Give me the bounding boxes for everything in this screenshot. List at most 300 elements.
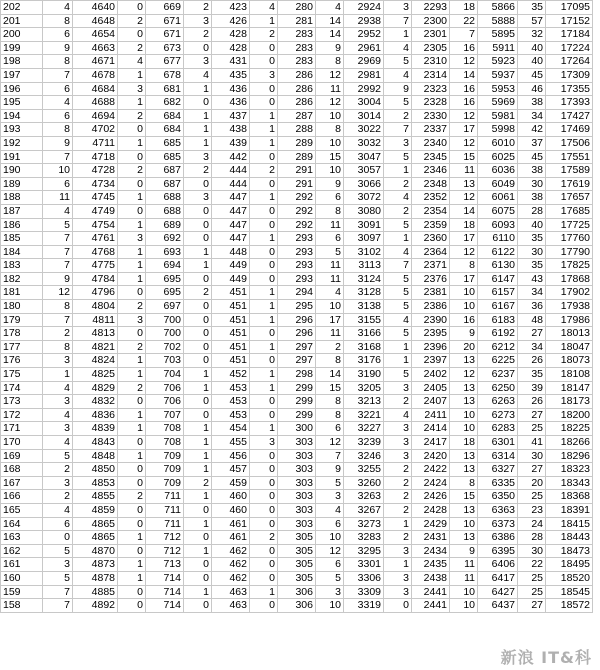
table-cell[interactable]: 1 [118, 245, 146, 259]
table-cell[interactable]: 454 [212, 422, 250, 436]
table-cell[interactable]: 2 [384, 490, 412, 504]
table-cell[interactable]: 300 [278, 422, 316, 436]
table-cell[interactable]: 303 [278, 517, 316, 531]
table-cell[interactable]: 17355 [546, 82, 593, 96]
table-cell[interactable]: 169 [1, 449, 43, 463]
table-cell[interactable]: 5953 [478, 82, 518, 96]
table-cell[interactable]: 12 [450, 191, 478, 205]
table-cell[interactable]: 170 [1, 436, 43, 450]
table-cell[interactable]: 162 [1, 544, 43, 558]
table-cell[interactable]: 28 [518, 204, 546, 218]
table-cell[interactable]: 0 [118, 599, 146, 613]
table-cell[interactable]: 10 [316, 109, 344, 123]
table-cell[interactable]: 57 [518, 14, 546, 28]
table-cell[interactable]: 712 [146, 544, 184, 558]
table-cell[interactable]: 37 [518, 136, 546, 150]
table-cell[interactable]: 200 [1, 28, 43, 42]
table-cell[interactable]: 196 [1, 82, 43, 96]
table-cell[interactable]: 17 [450, 232, 478, 246]
table-cell[interactable]: 0 [118, 463, 146, 477]
table-cell[interactable]: 9 [384, 82, 412, 96]
table-cell[interactable]: 7 [316, 449, 344, 463]
table-cell[interactable]: 2293 [412, 1, 450, 15]
table-cell[interactable]: 1 [250, 191, 278, 205]
table-cell[interactable]: 1 [250, 232, 278, 246]
table-cell[interactable]: 2346 [412, 164, 450, 178]
table-cell[interactable]: 4 [384, 68, 412, 82]
table-cell[interactable]: 713 [146, 558, 184, 572]
table-cell[interactable]: 462 [212, 571, 250, 585]
table-cell[interactable]: 185 [1, 232, 43, 246]
table-cell[interactable]: 0 [250, 82, 278, 96]
table-cell[interactable]: 18200 [546, 408, 593, 422]
table-cell[interactable]: 3205 [344, 381, 384, 395]
table-cell[interactable]: 17868 [546, 272, 593, 286]
table-cell[interactable]: 17589 [546, 164, 593, 178]
table-cell[interactable]: 287 [278, 109, 316, 123]
table-cell[interactable]: 2314 [412, 68, 450, 82]
table-cell[interactable]: 18473 [546, 544, 593, 558]
table-cell[interactable]: 10 [450, 585, 478, 599]
table-cell[interactable]: 1 [384, 340, 412, 354]
table-cell[interactable]: 1 [43, 368, 73, 382]
table-cell[interactable]: 6 [316, 191, 344, 205]
table-cell[interactable]: 283 [278, 41, 316, 55]
table-cell[interactable]: 2405 [412, 381, 450, 395]
table-cell[interactable]: 3267 [344, 503, 384, 517]
table-cell[interactable]: 1 [250, 368, 278, 382]
table-cell[interactable]: 1 [250, 286, 278, 300]
table-cell[interactable]: 11 [316, 259, 344, 273]
table-cell[interactable]: 176 [1, 354, 43, 368]
table-cell[interactable]: 0 [184, 313, 212, 327]
table-cell[interactable]: 8 [43, 14, 73, 28]
table-cell[interactable]: 4749 [73, 204, 118, 218]
table-cell[interactable]: 1 [118, 354, 146, 368]
table-cell[interactable]: 2 [384, 204, 412, 218]
table-cell[interactable]: 2 [250, 531, 278, 545]
table-cell[interactable]: 3306 [344, 571, 384, 585]
table-cell[interactable]: 2422 [412, 463, 450, 477]
table-cell[interactable]: 2328 [412, 96, 450, 110]
table-cell[interactable]: 5 [316, 571, 344, 585]
table-cell[interactable]: 451 [212, 313, 250, 327]
table-cell[interactable]: 18073 [546, 354, 593, 368]
table-cell[interactable]: 3 [384, 136, 412, 150]
table-cell[interactable]: 6225 [478, 354, 518, 368]
table-cell[interactable]: 18108 [546, 368, 593, 382]
table-cell[interactable]: 17309 [546, 68, 593, 82]
table-cell[interactable]: 0 [250, 259, 278, 273]
table-cell[interactable]: 10 [450, 599, 478, 613]
table-cell[interactable]: 2 [43, 463, 73, 477]
table-cell[interactable]: 2 [184, 1, 212, 15]
table-cell[interactable]: 0 [184, 218, 212, 232]
table-cell[interactable]: 14 [316, 368, 344, 382]
table-cell[interactable]: 305 [278, 544, 316, 558]
table-cell[interactable]: 3138 [344, 300, 384, 314]
table-cell[interactable]: 3 [43, 476, 73, 490]
table-cell[interactable]: 3 [118, 82, 146, 96]
table-cell[interactable]: 18 [450, 1, 478, 15]
table-cell[interactable]: 2 [118, 41, 146, 55]
table-cell[interactable]: 4654 [73, 28, 118, 42]
table-cell[interactable]: 0 [184, 177, 212, 191]
table-cell[interactable]: 4796 [73, 286, 118, 300]
table-cell[interactable]: 2300 [412, 14, 450, 28]
table-cell[interactable]: 0 [250, 150, 278, 164]
table-cell[interactable]: 2441 [412, 585, 450, 599]
table-cell[interactable]: 4 [384, 408, 412, 422]
table-cell[interactable]: 4855 [73, 490, 118, 504]
table-cell[interactable]: 25 [518, 571, 546, 585]
table-cell[interactable]: 6406 [478, 558, 518, 572]
table-cell[interactable]: 453 [212, 381, 250, 395]
table-cell[interactable]: 4843 [73, 436, 118, 450]
table-cell[interactable]: 7 [43, 585, 73, 599]
table-cell[interactable]: 3301 [344, 558, 384, 572]
table-cell[interactable]: 7 [43, 259, 73, 273]
table-cell[interactable]: 25 [518, 585, 546, 599]
table-cell[interactable]: 2 [184, 286, 212, 300]
table-cell[interactable]: 6167 [478, 300, 518, 314]
table-cell[interactable]: 10 [316, 599, 344, 613]
table-cell[interactable]: 1 [384, 232, 412, 246]
table-cell[interactable]: 0 [184, 96, 212, 110]
table-cell[interactable]: 7 [43, 232, 73, 246]
table-cell[interactable]: 4878 [73, 571, 118, 585]
table-cell[interactable]: 280 [278, 1, 316, 15]
table-cell[interactable]: 6427 [478, 585, 518, 599]
table-cell[interactable]: 26 [518, 354, 546, 368]
table-cell[interactable]: 5 [43, 544, 73, 558]
table-cell[interactable]: 0 [250, 571, 278, 585]
table-cell[interactable]: 462 [212, 558, 250, 572]
table-cell[interactable]: 291 [278, 164, 316, 178]
table-cell[interactable]: 2340 [412, 136, 450, 150]
table-cell[interactable]: 2407 [412, 395, 450, 409]
table-cell[interactable]: 6314 [478, 449, 518, 463]
table-cell[interactable]: 677 [146, 55, 184, 69]
table-cell[interactable]: 2 [384, 395, 412, 409]
table-cell[interactable]: 704 [146, 368, 184, 382]
table-cell[interactable]: 1 [384, 164, 412, 178]
table-cell[interactable]: 5888 [478, 14, 518, 28]
table-cell[interactable]: 0 [118, 150, 146, 164]
table-cell[interactable]: 9 [316, 177, 344, 191]
table-cell[interactable]: 1 [118, 259, 146, 273]
table-cell[interactable]: 3319 [344, 599, 384, 613]
table-cell[interactable]: 5 [43, 571, 73, 585]
table-cell[interactable]: 2354 [412, 204, 450, 218]
table-cell[interactable]: 687 [146, 177, 184, 191]
table-cell[interactable]: 305 [278, 558, 316, 572]
table-cell[interactable]: 11 [450, 164, 478, 178]
table-cell[interactable]: 1 [250, 381, 278, 395]
table-cell[interactable]: 2381 [412, 286, 450, 300]
table-cell[interactable]: 195 [1, 96, 43, 110]
table-cell[interactable]: 303 [278, 476, 316, 490]
table-cell[interactable]: 6049 [478, 177, 518, 191]
table-cell[interactable]: 18391 [546, 503, 593, 517]
table-cell[interactable]: 3 [384, 381, 412, 395]
table-cell[interactable]: 7 [43, 245, 73, 259]
table-cell[interactable]: 17790 [546, 245, 593, 259]
table-cell[interactable]: 1 [184, 436, 212, 450]
table-cell[interactable]: 451 [212, 340, 250, 354]
table-cell[interactable]: 436 [212, 96, 250, 110]
table-cell[interactable]: 6 [316, 422, 344, 436]
table-cell[interactable]: 4 [43, 436, 73, 450]
table-cell[interactable]: 297 [278, 340, 316, 354]
table-cell[interactable]: 4 [316, 503, 344, 517]
table-cell[interactable]: 0 [250, 463, 278, 477]
table-cell[interactable]: 4728 [73, 164, 118, 178]
table-cell[interactable]: 4 [316, 1, 344, 15]
table-cell[interactable]: 171 [1, 422, 43, 436]
table-cell[interactable]: 3 [384, 544, 412, 558]
table-cell[interactable]: 2 [384, 476, 412, 490]
table-cell[interactable]: 173 [1, 395, 43, 409]
table-cell[interactable]: 2348 [412, 177, 450, 191]
table-cell[interactable]: 4885 [73, 585, 118, 599]
table-cell[interactable]: 36 [518, 300, 546, 314]
table-cell[interactable]: 6 [43, 82, 73, 96]
table-cell[interactable]: 3032 [344, 136, 384, 150]
table-cell[interactable]: 180 [1, 300, 43, 314]
table-cell[interactable]: 17619 [546, 177, 593, 191]
table-cell[interactable]: 177 [1, 340, 43, 354]
table-cell[interactable]: 1 [118, 531, 146, 545]
table-cell[interactable]: 15 [316, 150, 344, 164]
table-cell[interactable]: 17469 [546, 123, 593, 137]
table-cell[interactable]: 17095 [546, 1, 593, 15]
table-cell[interactable]: 10 [450, 408, 478, 422]
table-cell[interactable]: 708 [146, 422, 184, 436]
table-cell[interactable]: 8 [43, 55, 73, 69]
table-cell[interactable]: 10 [43, 164, 73, 178]
table-cell[interactable]: 4711 [73, 136, 118, 150]
table-cell[interactable]: 685 [146, 150, 184, 164]
table-cell[interactable]: 4859 [73, 503, 118, 517]
table-cell[interactable]: 11 [316, 218, 344, 232]
table-cell[interactable]: 9 [316, 41, 344, 55]
table-cell[interactable]: 159 [1, 585, 43, 599]
table-cell[interactable]: 12 [450, 136, 478, 150]
table-cell[interactable]: 0 [184, 232, 212, 246]
table-cell[interactable]: 3124 [344, 272, 384, 286]
table-cell[interactable]: 3004 [344, 96, 384, 110]
table-cell[interactable]: 3 [384, 1, 412, 15]
table-cell[interactable]: 1 [184, 368, 212, 382]
table-cell[interactable]: 45 [518, 68, 546, 82]
table-cell[interactable]: 6147 [478, 272, 518, 286]
table-cell[interactable]: 1 [384, 354, 412, 368]
table-cell[interactable]: 1 [384, 558, 412, 572]
table-cell[interactable]: 4702 [73, 123, 118, 137]
table-cell[interactable]: 2 [118, 340, 146, 354]
table-cell[interactable]: 3022 [344, 123, 384, 137]
table-cell[interactable]: 4678 [73, 68, 118, 82]
table-cell[interactable]: 2431 [412, 531, 450, 545]
table-cell[interactable]: 9 [316, 463, 344, 477]
table-cell[interactable]: 1 [118, 96, 146, 110]
table-cell[interactable]: 4 [43, 96, 73, 110]
table-cell[interactable]: 4832 [73, 395, 118, 409]
table-cell[interactable]: 13 [450, 531, 478, 545]
table-cell[interactable]: 692 [146, 232, 184, 246]
table-cell[interactable]: 293 [278, 259, 316, 273]
table-cell[interactable]: 17825 [546, 259, 593, 273]
table-cell[interactable]: 2345 [412, 150, 450, 164]
table-cell[interactable]: 460 [212, 490, 250, 504]
table-cell[interactable]: 35 [518, 368, 546, 382]
table-cell[interactable]: 669 [146, 1, 184, 15]
table-cell[interactable]: 17725 [546, 218, 593, 232]
table-cell[interactable]: 4 [43, 1, 73, 15]
table-cell[interactable]: 3227 [344, 422, 384, 436]
table-cell[interactable]: 5 [384, 327, 412, 341]
table-cell[interactable]: 4865 [73, 517, 118, 531]
table-cell[interactable]: 2 [384, 503, 412, 517]
table-cell[interactable]: 706 [146, 381, 184, 395]
table-cell[interactable]: 6327 [478, 463, 518, 477]
table-cell[interactable]: 0 [118, 544, 146, 558]
table-cell[interactable]: 3 [250, 436, 278, 450]
table-cell[interactable]: 0 [184, 503, 212, 517]
table-cell[interactable]: 197 [1, 68, 43, 82]
table-cell[interactable]: 449 [212, 272, 250, 286]
table-cell[interactable]: 0 [184, 327, 212, 341]
table-cell[interactable]: 2411 [412, 408, 450, 422]
table-cell[interactable]: 689 [146, 218, 184, 232]
table-cell[interactable]: 684 [146, 109, 184, 123]
table-cell[interactable]: 4850 [73, 463, 118, 477]
table-cell[interactable]: 13 [450, 463, 478, 477]
table-cell[interactable]: 11 [316, 327, 344, 341]
table-cell[interactable]: 4 [184, 68, 212, 82]
table-cell[interactable]: 700 [146, 327, 184, 341]
table-cell[interactable]: 694 [146, 259, 184, 273]
table-cell[interactable]: 0 [250, 327, 278, 341]
table-cell[interactable]: 166 [1, 490, 43, 504]
table-cell[interactable]: 193 [1, 123, 43, 137]
table-cell[interactable]: 4684 [73, 82, 118, 96]
table-cell[interactable]: 3014 [344, 109, 384, 123]
table-cell[interactable]: 688 [146, 204, 184, 218]
table-cell[interactable]: 7 [43, 599, 73, 613]
table-cell[interactable]: 17760 [546, 232, 593, 246]
table-cell[interactable]: 0 [118, 123, 146, 137]
table-cell[interactable]: 291 [278, 177, 316, 191]
table-cell[interactable]: 18495 [546, 558, 593, 572]
table-cell[interactable]: 688 [146, 191, 184, 205]
table-cell[interactable]: 12 [316, 544, 344, 558]
table-cell[interactable]: 2414 [412, 422, 450, 436]
table-cell[interactable]: 6122 [478, 245, 518, 259]
table-cell[interactable]: 30 [518, 177, 546, 191]
table-cell[interactable]: 2420 [412, 449, 450, 463]
table-cell[interactable]: 2 [384, 463, 412, 477]
table-cell[interactable]: 303 [278, 436, 316, 450]
table-cell[interactable]: 1 [184, 449, 212, 463]
table-cell[interactable]: 35 [518, 232, 546, 246]
table-cell[interactable]: 3283 [344, 531, 384, 545]
table-cell[interactable]: 4754 [73, 218, 118, 232]
table-cell[interactable]: 1 [118, 408, 146, 422]
table-cell[interactable]: 673 [146, 41, 184, 55]
table-cell[interactable]: 199 [1, 41, 43, 55]
table-cell[interactable]: 2323 [412, 82, 450, 96]
table-cell[interactable]: 6283 [478, 422, 518, 436]
table-cell[interactable]: 286 [278, 68, 316, 82]
table-cell[interactable]: 5 [316, 476, 344, 490]
table-cell[interactable]: 3 [184, 14, 212, 28]
table-cell[interactable]: 5 [384, 150, 412, 164]
table-cell[interactable]: 4870 [73, 544, 118, 558]
table-cell[interactable]: 1 [250, 585, 278, 599]
table-cell[interactable]: 190 [1, 164, 43, 178]
table-cell[interactable]: 24 [518, 517, 546, 531]
table-cell[interactable]: 2 [118, 164, 146, 178]
table-cell[interactable]: 306 [278, 599, 316, 613]
table-cell[interactable]: 7 [43, 313, 73, 327]
table-cell[interactable]: 4 [43, 381, 73, 395]
table-cell[interactable]: 6363 [478, 503, 518, 517]
table-cell[interactable]: 0 [250, 395, 278, 409]
table-cell[interactable]: 2 [118, 490, 146, 504]
table-cell[interactable]: 3155 [344, 313, 384, 327]
table-cell[interactable]: 3176 [344, 354, 384, 368]
table-cell[interactable]: 700 [146, 313, 184, 327]
table-cell[interactable]: 292 [278, 204, 316, 218]
table-cell[interactable]: 3213 [344, 395, 384, 409]
table-cell[interactable]: 3 [118, 232, 146, 246]
table-cell[interactable]: 27 [518, 599, 546, 613]
table-cell[interactable]: 4694 [73, 109, 118, 123]
table-cell[interactable]: 189 [1, 177, 43, 191]
table-cell[interactable]: 6110 [478, 232, 518, 246]
table-cell[interactable]: 1 [184, 259, 212, 273]
table-cell[interactable]: 7 [384, 123, 412, 137]
table-cell[interactable]: 711 [146, 503, 184, 517]
table-cell[interactable]: 444 [212, 177, 250, 191]
table-cell[interactable]: 3 [384, 585, 412, 599]
table-cell[interactable]: 447 [212, 204, 250, 218]
table-cell[interactable]: 0 [184, 354, 212, 368]
table-cell[interactable]: 11 [450, 571, 478, 585]
table-cell[interactable]: 5969 [478, 96, 518, 110]
table-cell[interactable]: 4 [316, 286, 344, 300]
table-cell[interactable]: 17902 [546, 286, 593, 300]
table-cell[interactable]: 3 [184, 55, 212, 69]
table-cell[interactable]: 17264 [546, 55, 593, 69]
table-cell[interactable]: 13 [450, 354, 478, 368]
table-cell[interactable]: 3 [184, 191, 212, 205]
table-cell[interactable]: 23 [518, 503, 546, 517]
table-cell[interactable]: 34 [518, 286, 546, 300]
table-cell[interactable]: 3080 [344, 204, 384, 218]
table-cell[interactable]: 16 [450, 313, 478, 327]
table-cell[interactable]: 11 [316, 82, 344, 96]
table-cell[interactable]: 48 [518, 313, 546, 327]
table-cell[interactable]: 1 [184, 517, 212, 531]
table-cell[interactable]: 6 [43, 28, 73, 42]
table-cell[interactable]: 5 [384, 96, 412, 110]
table-cell[interactable]: 0 [250, 55, 278, 69]
table-cell[interactable]: 1 [184, 544, 212, 558]
table-cell[interactable]: 281 [278, 14, 316, 28]
